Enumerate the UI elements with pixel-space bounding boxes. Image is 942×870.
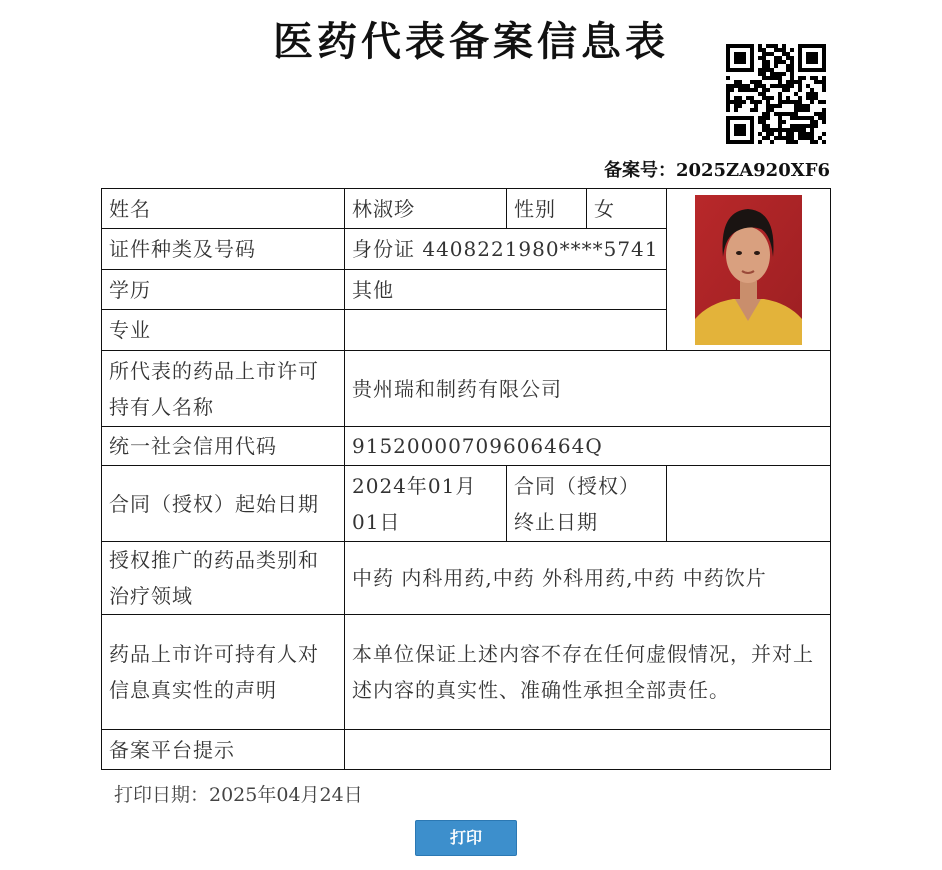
info-table	[101, 188, 831, 770]
holder-value: 贵州瑞和制药有限公司	[345, 351, 831, 427]
contract-end-label: 合同（授权）终止日期	[507, 466, 667, 542]
id-label: 证件种类及号码	[102, 229, 345, 270]
gender-value: 女	[587, 189, 667, 229]
platform-tip-value	[345, 730, 831, 770]
category-label: 授权推广的药品类别和治疗领域	[102, 542, 345, 615]
education-value: 其他	[345, 270, 667, 310]
print-button[interactable]: 打印	[415, 820, 517, 856]
record-number: 备案号：2025ZA920XF6	[603, 160, 830, 181]
gender-label: 性别	[507, 189, 587, 229]
id-value: 身份证 4408221980****5741	[345, 229, 667, 270]
name-label: 姓名	[102, 189, 345, 229]
photo-cell	[667, 189, 831, 351]
qr-code	[726, 44, 826, 144]
id-photo	[695, 195, 802, 345]
credit-code-label: 统一社会信用代码	[102, 427, 345, 466]
declaration-label: 药品上市许可持有人对信息真实性的声明	[102, 615, 345, 730]
name-value: 林淑珍	[345, 189, 507, 229]
major-value	[345, 310, 667, 351]
platform-tip-label: 备案平台提示	[102, 730, 345, 770]
major-label: 专业	[102, 310, 345, 351]
contract-start-value: 2024年01月01日	[345, 466, 507, 542]
page-title: 医药代表备案信息表	[273, 18, 669, 65]
print-date: 打印日期：2025年04月24日	[114, 784, 363, 806]
holder-label: 所代表的药品上市许可持有人名称	[102, 351, 345, 427]
category-value: 中药 内科用药,中药 外科用药,中药 中药饮片	[345, 542, 831, 615]
declaration-value: 本单位保证上述内容不存在任何虚假情况，并对上述内容的真实性、准确性承担全部责任。	[345, 615, 831, 730]
contract-start-label: 合同（授权）起始日期	[102, 466, 345, 542]
contract-end-value	[667, 466, 831, 542]
credit-code-value: 91520000709606464Q	[345, 427, 831, 466]
education-label: 学历	[102, 270, 345, 310]
